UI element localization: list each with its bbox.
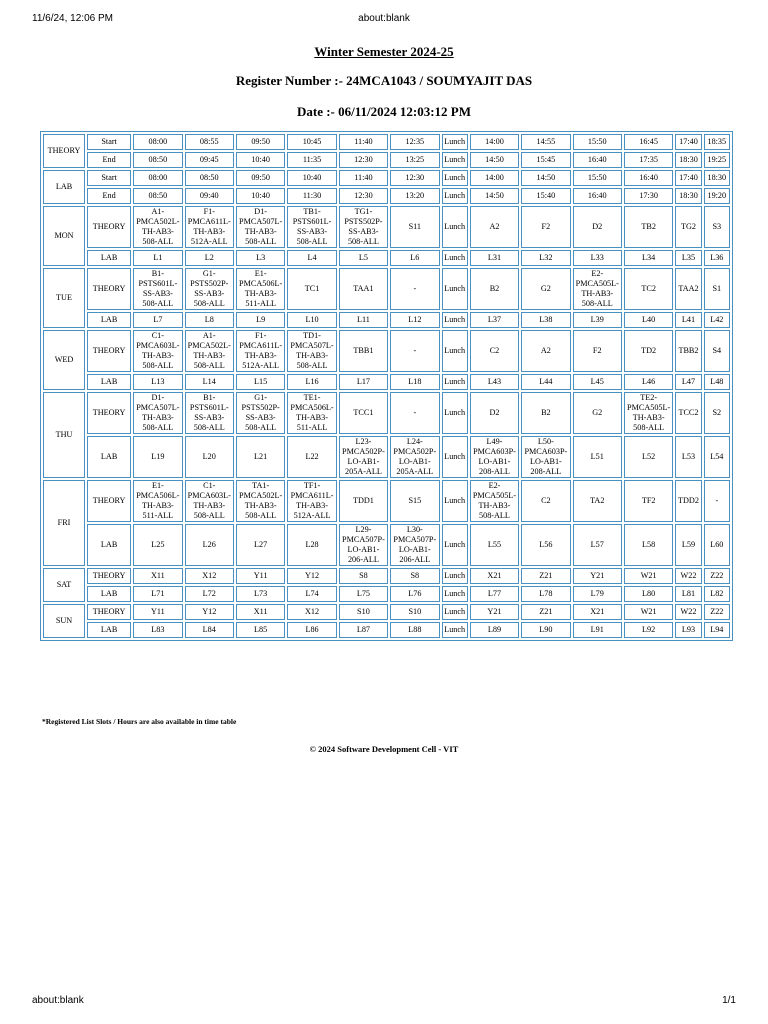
slot-cell: L17 [339,374,388,390]
time-cell: 15:50 [573,134,622,150]
time-cell: 08:00 [133,134,182,150]
slot-cell: L32 [521,250,570,266]
time-cell: 10:40 [236,152,285,168]
slot-cell: Y21 [470,604,519,620]
slot-cell: L85 [236,622,285,638]
time-cell: 11:30 [287,188,336,204]
slot-cell: C2 [470,330,519,372]
slot-cell: L72 [185,586,234,602]
slot-cell: L43 [470,374,519,390]
print-page-count: 1/1 [722,995,736,1006]
time-cell: 12:30 [339,152,388,168]
slot-cell: Z21 [521,604,570,620]
slot-cell: TF1- PMCA611L- TH-AB3- 512A-ALL [287,480,336,522]
slot-cell: L87 [339,622,388,638]
slot-cell: L6 [390,250,439,266]
slot-cell: TC1 [287,268,336,310]
slot-cell: G2 [521,268,570,310]
slot-cell: TBB1 [339,330,388,372]
slot-cell: S8 [390,568,439,584]
slot-cell: X12 [287,604,336,620]
lab-header: LAB [43,170,85,204]
slot-cell: W22 [675,568,701,584]
time-cell: 18:30 [704,170,730,186]
slot-cell: W21 [624,604,673,620]
slot-cell: S10 [390,604,439,620]
slot-type-label: LAB [87,312,131,328]
slot-cell: S8 [339,568,388,584]
slot-cell: Lunch [442,436,468,478]
generated-date: Date :- 06/11/2024 12:03:12 PM [296,104,472,119]
slot-cell: TAA2 [675,268,701,310]
slot-cell: L71 [133,586,182,602]
slot-cell: L91 [573,622,622,638]
time-cell: 16:40 [624,170,673,186]
theory-end-row [43,152,730,168]
slot-cell: Y21 [573,568,622,584]
slot-cell: A1- PMCA502L- TH-AB3- 508-ALL [185,330,234,372]
slot-cell: L94 [704,622,730,638]
slot-cell: D1- PMCA507L- TH-AB3- 508-ALL [236,206,285,248]
slot-cell: L34 [624,250,673,266]
time-cell: 09:45 [185,152,234,168]
time-cell: 18:35 [704,134,730,150]
slot-type-label: LAB [87,622,131,638]
slot-cell: D2 [470,392,519,434]
day-row-sun-lab [43,622,730,638]
slot-cell: L16 [287,374,336,390]
slot-type-label: LAB [87,524,131,566]
slot-cell: G2 [573,392,622,434]
slot-cell: B1- PSTS601L- SS-AB3- 508-ALL [133,268,182,310]
slot-cell: E2- PMCA505L- TH-AB3- 508-ALL [470,480,519,522]
slot-cell: S2 [704,392,730,434]
slot-cell: L25 [133,524,182,566]
slot-cell: L31 [470,250,519,266]
slot-cell: L60 [704,524,730,566]
time-cell: 16:40 [573,152,622,168]
slot-cell: A2 [470,206,519,248]
day-label: MON [43,206,85,266]
slot-cell: TF2 [624,480,673,522]
time-cell: Lunch [442,134,468,150]
slot-cell: TDD1 [339,480,388,522]
slot-cell: S4 [704,330,730,372]
time-cell: 17:40 [675,134,701,150]
slot-cell: L41 [675,312,701,328]
slot-cell: Lunch [442,604,468,620]
slot-cell: TG2 [675,206,701,248]
slot-cell: L9 [236,312,285,328]
slot-cell: B1- PSTS601L- SS-AB3- 508-ALL [185,392,234,434]
slot-cell: L83 [133,622,182,638]
slot-cell: Z22 [704,604,730,620]
slot-cell: L18 [390,374,439,390]
day-row-tue-theory [43,268,730,310]
theory-start-row [43,134,730,150]
time-cell: 19:25 [704,152,730,168]
slot-cell: L84 [185,622,234,638]
day-row-tue-lab [43,312,730,328]
slot-cell: TB1- PSTS601L- SS-AB3- 508-ALL [287,206,336,248]
slot-cell: L48 [704,374,730,390]
slot-cell: C1- PMCA603L- TH-AB3- 508-ALL [133,330,182,372]
lab-start-row [43,170,730,186]
slot-cell: L89 [470,622,519,638]
slot-cell: L22 [287,436,336,478]
slot-cell: S1 [704,268,730,310]
slot-cell: C2 [521,480,570,522]
copyright: © 2024 Software Development Cell - VIT [309,744,459,754]
slot-cell: L59 [675,524,701,566]
time-cell: 15:40 [521,188,570,204]
slot-cell: X21 [573,604,622,620]
slot-cell: L73 [236,586,285,602]
slot-cell: L92 [624,622,673,638]
print-page-title: about:blank [358,13,410,24]
slot-cell: C1- PMCA603L- TH-AB3- 508-ALL [185,480,234,522]
time-cell: 18:30 [675,152,701,168]
slot-cell: W22 [675,604,701,620]
slot-type-label: LAB [87,250,131,266]
slot-cell: L49- PMCA603P- LO-AB1- 208-ALL [470,436,519,478]
time-cell: 11:40 [339,170,388,186]
slot-cell: L21 [236,436,285,478]
slot-cell: L82 [704,586,730,602]
slot-cell: F2 [521,206,570,248]
time-cell: 14:50 [470,152,519,168]
slot-cell: Y12 [185,604,234,620]
slot-cell: L77 [470,586,519,602]
slot-cell: TC2 [624,268,673,310]
slot-cell: L39 [573,312,622,328]
slot-cell: Z21 [521,568,570,584]
slot-cell: L56 [521,524,570,566]
slot-cell: Lunch [442,480,468,522]
time-cell: 09:50 [236,170,285,186]
slot-type-label: THEORY [87,604,131,620]
slot-cell: G1- PSTS502P- SS-AB3- 508-ALL [185,268,234,310]
slot-cell: L81 [675,586,701,602]
print-datetime: 11/6/24, 12:06 PM [32,13,113,24]
slot-cell: L27 [236,524,285,566]
slot-cell: L28 [287,524,336,566]
slot-type-label: THEORY [87,330,131,372]
day-row-wed-theory [43,330,730,372]
time-cell: 13:25 [390,152,439,168]
slot-cell: L46 [624,374,673,390]
slot-cell: L3 [236,250,285,266]
slot-cell: L19 [133,436,182,478]
day-row-thu-lab [43,436,730,478]
slot-cell: L45 [573,374,622,390]
slot-cell: L38 [521,312,570,328]
day-row-mon-theory [43,206,730,248]
time-cell: 19:20 [704,188,730,204]
slot-cell: L54 [704,436,730,478]
slot-cell: L36 [704,250,730,266]
time-cell: 08:50 [133,152,182,168]
end-label: End [87,188,131,204]
slot-cell: A2 [521,330,570,372]
time-cell: 14:00 [470,170,519,186]
day-row-sun-theory [43,604,730,620]
start-label: Start [87,134,131,150]
slot-cell: L13 [133,374,182,390]
slot-cell: L47 [675,374,701,390]
time-cell: 14:50 [470,188,519,204]
slot-cell: E1- PMCA506L- TH-AB3- 511-ALL [236,268,285,310]
slot-cell: Lunch [442,312,468,328]
time-cell: 16:45 [624,134,673,150]
slot-cell: L15 [236,374,285,390]
slot-cell: - [704,480,730,522]
slot-type-label: LAB [87,436,131,478]
day-label: SUN [43,604,85,638]
slot-cell: L14 [185,374,234,390]
time-cell: 10:45 [287,134,336,150]
day-row-fri-theory [43,480,730,522]
time-cell: 12:30 [390,170,439,186]
slot-type-label: THEORY [87,206,131,248]
slot-cell: L57 [573,524,622,566]
slot-cell: L75 [339,586,388,602]
registered-slots-note: *Registered List Slots / Hours are also available in time table [42,717,237,726]
time-cell: 17:40 [675,170,701,186]
time-cell: Lunch [442,152,468,168]
slot-type-label: LAB [87,586,131,602]
slot-cell: D2 [573,206,622,248]
slot-cell: Lunch [442,524,468,566]
time-cell: 14:00 [470,134,519,150]
slot-cell: Lunch [442,330,468,372]
slot-cell: F2 [573,330,622,372]
time-cell: 18:30 [675,188,701,204]
slot-cell: TA1- PMCA502L- TH-AB3- 508-ALL [236,480,285,522]
slot-cell: X11 [236,604,285,620]
slot-cell: Lunch [442,622,468,638]
slot-cell: L20 [185,436,234,478]
time-cell: 17:30 [624,188,673,204]
day-label: TUE [43,268,85,328]
time-cell: Lunch [442,188,468,204]
slot-cell: B2 [470,268,519,310]
slot-cell: TCC1 [339,392,388,434]
slot-cell: S11 [390,206,439,248]
slot-cell: TE2- PMCA505L- TH-AB3- 508-ALL [624,392,673,434]
time-cell: 17:35 [624,152,673,168]
slot-cell: L7 [133,312,182,328]
time-cell: 08:00 [133,170,182,186]
slot-cell: TDD2 [675,480,701,522]
slot-cell: L52 [624,436,673,478]
time-cell: 14:50 [521,170,570,186]
slot-cell: L44 [521,374,570,390]
semester-title: Winter Semester 2024-25 [314,44,454,59]
timetable [40,131,733,641]
slot-cell: L88 [390,622,439,638]
time-cell: 11:40 [339,134,388,150]
slot-cell: L79 [573,586,622,602]
slot-cell: TD1- PMCA507L- TH-AB3- 508-ALL [287,330,336,372]
day-row-sat-lab [43,586,730,602]
slot-cell: TE1- PMCA506L- TH-AB3- 511-ALL [287,392,336,434]
slot-cell: Lunch [442,268,468,310]
slot-cell: L55 [470,524,519,566]
slot-cell: F1- PMCA611L- TH-AB3- 512A-ALL [185,206,234,248]
slot-cell: L11 [339,312,388,328]
slot-cell: Y12 [287,568,336,584]
slot-cell: - [390,392,439,434]
time-cell: 12:30 [339,188,388,204]
day-row-thu-theory [43,392,730,434]
slot-cell: TAA1 [339,268,388,310]
slot-cell: Lunch [442,374,468,390]
slot-cell: Lunch [442,250,468,266]
theory-header: THEORY [43,134,85,168]
slot-cell: L1 [133,250,182,266]
slot-cell: L8 [185,312,234,328]
time-cell: 10:40 [236,188,285,204]
slot-cell: L29- PMCA507P- LO-AB1- 206-ALL [339,524,388,566]
day-label: THU [43,392,85,478]
time-cell: Lunch [442,170,468,186]
slot-type-label: THEORY [87,392,131,434]
time-cell: 08:55 [185,134,234,150]
slot-cell: L78 [521,586,570,602]
slot-cell: TB2 [624,206,673,248]
slot-cell: G1- PSTS502P- SS-AB3- 508-ALL [236,392,285,434]
slot-cell: TA2 [573,480,622,522]
time-cell: 10:40 [287,170,336,186]
time-cell: 13:20 [390,188,439,204]
slot-cell: - [390,268,439,310]
slot-cell: L53 [675,436,701,478]
slot-cell: L2 [185,250,234,266]
slot-cell: X21 [470,568,519,584]
slot-cell: Lunch [442,586,468,602]
slot-type-label: THEORY [87,568,131,584]
slot-cell: Z22 [704,568,730,584]
slot-cell: L93 [675,622,701,638]
slot-cell: TD2 [624,330,673,372]
slot-cell: Lunch [442,568,468,584]
slot-cell: S10 [339,604,388,620]
slot-cell: L42 [704,312,730,328]
slot-cell: D1- PMCA507L- TH-AB3- 508-ALL [133,392,182,434]
time-cell: 09:50 [236,134,285,150]
time-cell: 16:40 [573,188,622,204]
slot-cell: L10 [287,312,336,328]
time-cell: 15:50 [573,170,622,186]
slot-cell: L24- PMCA502P- LO-AB1- 205A-ALL [390,436,439,478]
time-cell: 08:50 [185,170,234,186]
slot-cell: L12 [390,312,439,328]
slot-cell: L4 [287,250,336,266]
time-cell: 09:40 [185,188,234,204]
slot-cell: E2- PMCA505L- TH-AB3- 508-ALL [573,268,622,310]
lab-end-row [43,188,730,204]
slot-cell: L40 [624,312,673,328]
slot-cell: Y11 [133,604,182,620]
slot-cell: L23- PMCA502P- LO-AB1- 205A-ALL [339,436,388,478]
day-label: FRI [43,480,85,566]
slot-cell: - [390,330,439,372]
day-row-sat-theory [43,568,730,584]
slot-cell: E1- PMCA506L- TH-AB3- 511-ALL [133,480,182,522]
time-cell: 12:35 [390,134,439,150]
time-cell: 14:55 [521,134,570,150]
slot-cell: L80 [624,586,673,602]
slot-cell: L5 [339,250,388,266]
start-label: Start [87,170,131,186]
slot-cell: L76 [390,586,439,602]
slot-cell: Y11 [236,568,285,584]
slot-cell: F1- PMCA611L- TH-AB3- 512A-ALL [236,330,285,372]
slot-cell: L35 [675,250,701,266]
slot-cell: W21 [624,568,673,584]
slot-cell: L58 [624,524,673,566]
slot-cell: L50- PMCA603P- LO-AB1- 208-ALL [521,436,570,478]
time-cell: 08:50 [133,188,182,204]
slot-type-label: THEORY [87,480,131,522]
time-cell: 15:45 [521,152,570,168]
slot-cell: L74 [287,586,336,602]
slot-cell: A1- PMCA502L- TH-AB3- 508-ALL [133,206,182,248]
slot-cell: L30- PMCA507P- LO-AB1- 206-ALL [390,524,439,566]
register-number: Register Number :- 24MCA1043 / SOUMYAJIT DAS [235,73,533,88]
day-label: SAT [43,568,85,602]
slot-cell: L51 [573,436,622,478]
slot-cell: X12 [185,568,234,584]
slot-cell: L26 [185,524,234,566]
day-row-mon-lab [43,250,730,266]
slot-cell: B2 [521,392,570,434]
slot-cell: Lunch [442,206,468,248]
slot-type-label: THEORY [87,268,131,310]
day-label: WED [43,330,85,390]
slot-cell: L33 [573,250,622,266]
slot-cell: L37 [470,312,519,328]
day-row-fri-lab [43,524,730,566]
print-url: about:blank [32,995,84,1006]
slot-type-label: LAB [87,374,131,390]
end-label: End [87,152,131,168]
slot-cell: S3 [704,206,730,248]
slot-cell: S15 [390,480,439,522]
slot-cell: TCC2 [675,392,701,434]
slot-cell: X11 [133,568,182,584]
slot-cell: TBB2 [675,330,701,372]
slot-cell: L86 [287,622,336,638]
time-cell: 11:35 [287,152,336,168]
slot-cell: TG1- PSTS502P- SS-AB3- 508-ALL [339,206,388,248]
slot-cell: Lunch [442,392,468,434]
day-row-wed-lab [43,374,730,390]
slot-cell: L90 [521,622,570,638]
